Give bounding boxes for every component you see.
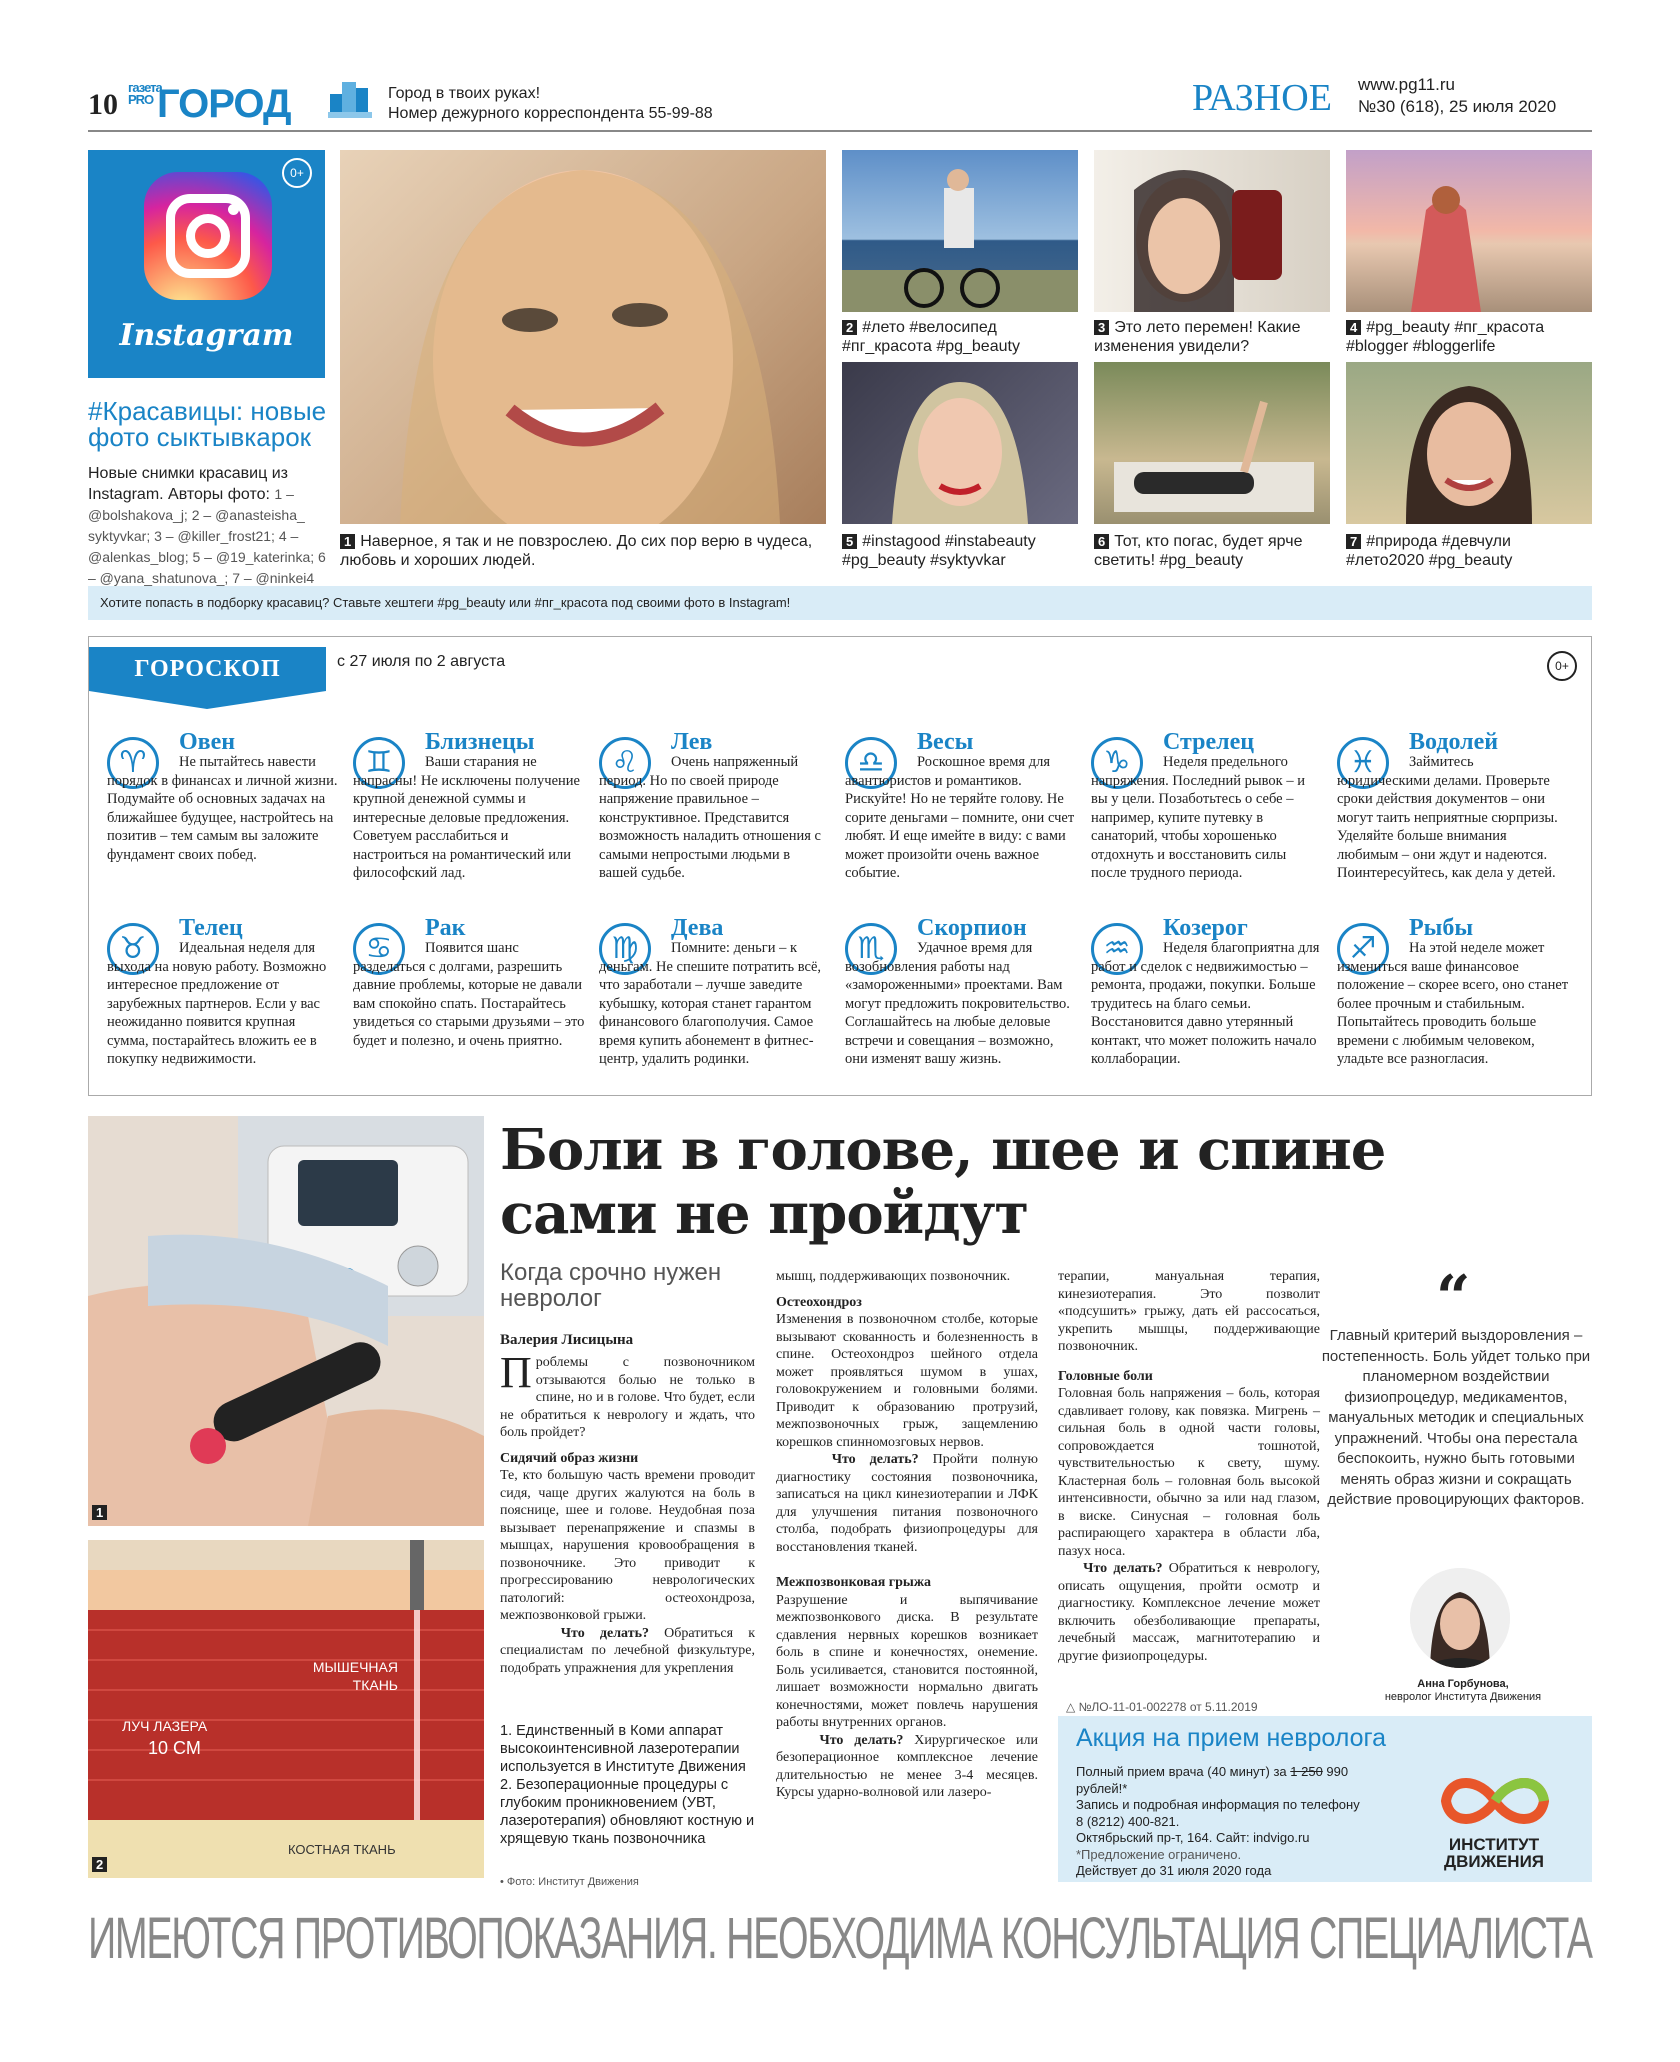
zodiac-icon: ♒ <box>1091 923 1143 975</box>
age-rating-badge: 0+ <box>282 158 312 188</box>
sign-text: Роскошное время для авантюристов и романтиков. Рискуйте! Но не теряйте голову. Не сорите деньгами – помните, они счет любят. И еще имейте в виду: с вами может произойти очень важное событие. <box>845 754 1075 881</box>
sign-text: Очень напряженный период. Но по своей природе напряжение правильное – конструктивное. Представится возможность наладить отношения с самыми непростыми людьми в вашей судьбе. <box>599 754 821 881</box>
promo-booking: Запись и подробная информация по телефону <box>1076 1797 1360 1812</box>
promo-price-text: Полный прием врача (40 минут) за <box>1076 1764 1291 1779</box>
subhead-hernia: Межпозвонковая грыжа <box>776 1575 932 1590</box>
zodiac-icon: ♓ <box>1337 737 1389 789</box>
promo-note: *Предложение ограничено. <box>1076 1846 1242 1862</box>
instagram-wordmark: Instagram <box>119 318 294 353</box>
horoscope-section <box>88 636 1592 1096</box>
zodiac-icon: ♊ <box>353 737 405 789</box>
newspaper-logo[interactable] <box>128 82 291 127</box>
zodiac-icon: ♐ <box>1337 923 1389 975</box>
paragraph-sedentary: Те, кто большую часть времени проводит сидя, чаще других жалуются на боль в пояснице, шее и голове. Неудобная поза вызывает перенапряжение и спазмы в мышцах, нарушения кровообращения в позвоночнике. Это приводит к прогрессированию неврологических патологий: остеохондроза, межпозвонковой грыжи. <box>500 1468 755 1623</box>
photo-caption-5 <box>842 532 1082 570</box>
paragraph-sedentary-advice: Обратиться к специалистам по лечебной физкультуре, подобрать упражнения для укрепления <box>500 1625 756 1676</box>
diagram-label-depth: 10 СМ <box>148 1738 201 1758</box>
article-column-1 <box>500 1348 756 1677</box>
photo-number-1: 1 <box>340 534 355 549</box>
sign-text: Займитесь юридическими делами. Проверьте сроки действия документов – они могут таить неприятные сюрпризы. Уделяйте больше внимания любимым – они ждут и надеются. Поинтересуйтесь, как дела у детей. <box>1337 754 1558 881</box>
paragraph-therapy: терапии, мануальная терапия, кинезиотерапия. Это позволит «подсушить» грыжу, дать ей рассосаться, укрепить мышцы, поддерживающие позвоночник. <box>1058 1269 1320 1354</box>
paragraph-hernia-advice: Хирургическое или безоперационное комплексное лечение длительностью не менее 3-4 месяцев. Курсы ударно-волновой или лазеро- <box>776 1732 1038 1800</box>
page-number: 10 <box>88 88 118 121</box>
instagram-photo-1[interactable] <box>340 150 826 524</box>
photo-source: • Фото: Институт Движения <box>500 1876 639 1888</box>
sign-name: Козерог <box>1163 915 1248 941</box>
sign-name: Близнецы <box>425 729 535 755</box>
caption-text-7: #природа #девчули #лето2020 #pg_beauty <box>1346 533 1513 569</box>
sign-name: Водолей <box>1409 729 1499 755</box>
caption-text-1: Наверное, я так и не повзрослею. До сих пор верю в чудеса, любовь и хороших людей. <box>340 533 813 569</box>
instagram-photo-5[interactable] <box>842 362 1078 524</box>
zodiac-icon: ♑ <box>1091 737 1143 789</box>
zodiac-icon: ♏ <box>845 923 897 975</box>
city-buildings-icon <box>326 72 374 120</box>
institute-name: ИНСТИТУТ ДВИЖЕНИЯ <box>1443 1835 1545 1871</box>
sign-name: Рак <box>425 915 466 941</box>
sign-name: Лев <box>671 729 713 755</box>
what-to-do-2: Что делать? <box>831 1452 919 1467</box>
sign-text: Неделя благоприятна для работ и сделок с недвижимостью – ремонта, продажи, покупки. Больше трудитесь на благо семьи. Восстановится давно утерянный контакт, что может положить начало коллаборации. <box>1091 940 1320 1067</box>
sign-name: Дева <box>671 915 724 941</box>
promo-new-price: 990 рублей!* <box>1076 1764 1349 1796</box>
caption-text-4: #pg_beauty #пг_красота #blogger #bloggerlife <box>1346 319 1545 355</box>
photo-caption-1 <box>340 532 840 570</box>
doctor-avatar <box>1410 1568 1510 1668</box>
instagram-subtitle-text: Новые снимки красавиц из Instagram. Авторы фото: <box>88 465 288 503</box>
quote-icon: “ <box>1436 1263 1471 1333</box>
photo-caption-7 <box>1346 532 1592 570</box>
promo-phone[interactable]: 8 (8212) 400-821. <box>1076 1813 1180 1829</box>
zodiac-icon: ♌ <box>599 737 651 789</box>
sign-text: Удачное время для возобновления работы над «замороженными» проектами. Вам могут предложить покровительство. Соглашайтесь на любые деловые встречи и совещания – возможно, они изменят вашу жизнь. <box>845 940 1070 1067</box>
sign-text: На этой неделе может измениться ваше финансовое положение – скорее всего, оно станет более прочным и стабильным. Попытайтесь проводить больше времени с любимым человеком, уладьте все разногласия. <box>1337 940 1569 1067</box>
photo-number-4: 4 <box>1346 320 1361 335</box>
zodiac-icon: ♈ <box>107 737 159 789</box>
page-header <box>88 70 1592 132</box>
doctor-name: Анна Горбунова, <box>1417 1678 1509 1690</box>
instagram-authors: 1 – @bolshakova_j; 2 – @anasteisha_ syktyvkar; 3 – @killer_frost21; 4 – @alenkas_blog; 5 – @19_katerinka; 6 – @yana_shatunova_; 7 – @ninkei4 <box>88 486 326 586</box>
caption-text-2: #лето #велосипед #пг_красота #pg_beauty <box>842 319 1020 355</box>
diagram-label-laser: ЛУЧ ЛАЗЕРА <box>122 1718 208 1734</box>
promo-address: Октябрьский пр-т, 164. Сайт: indvigo.ru <box>1076 1830 1310 1845</box>
section-title: РАЗНОЕ <box>1192 77 1332 119</box>
promo-valid: Действует до 31 июля 2020 года <box>1076 1863 1272 1878</box>
horoscope-title-arrow <box>89 691 326 709</box>
instagram-subtitle <box>88 464 328 589</box>
photo-caption-3 <box>1094 318 1334 356</box>
article-photo-number-1: 1 <box>92 1505 107 1520</box>
article-intro: роблемы с позвоночником отзываются болью не только в спине, но и в голове. Что будет, если не обратиться к неврологу и ждать, что боль пройдет? <box>500 1355 755 1440</box>
logo-big: ГОРОД <box>157 82 291 126</box>
instagram-photo-3[interactable] <box>1094 150 1330 312</box>
photo-number-6: 6 <box>1094 534 1109 549</box>
tagline <box>388 84 713 124</box>
photo-caption-6 <box>1094 532 1334 570</box>
diagram-label-bone: КОСТНАЯ ТКАНЬ <box>288 1842 396 1857</box>
sign-name: Весы <box>917 729 974 755</box>
article-author: Валерия Лисицына <box>500 1332 634 1348</box>
instagram-photo-2[interactable] <box>842 150 1078 312</box>
caption-text-3: Это лето перемен! Какие изменения увидели? <box>1094 319 1301 355</box>
paragraph-hernia: Разрушение и выпячивание межпозвонкового диска. В результате сдавления нервных корешков возникает боль в спине и конечностях, онемение. Боль усиливается, становится постоянной, лишает возможности нормально двигать конечностями, может повлечь нарушения работы внутренних органов. <box>776 1592 1038 1730</box>
instagram-photo-6[interactable] <box>1094 362 1330 524</box>
tagline-line-2: Номер дежурного корреспондента 55-99-88 <box>388 105 713 122</box>
caption-text-6: Тот, кто погас, будет ярче светить! #pg_beauty <box>1094 533 1303 569</box>
horoscope-age-badge: 0+ <box>1547 651 1577 681</box>
sign-text: Не пытайтесь навести порядок в финансах и личной жизни. Подумайте об основных задачах на ближайшее будущее, настройтесь на позитив – тем самым вы заложите фундамент своих побед. <box>107 754 338 863</box>
instagram-headline: #Красавицы: новые фото сыктывкарок <box>88 396 327 452</box>
caption-text-5: #instagood #instabeauty #pg_beauty #syktyvkar <box>842 533 1036 569</box>
article-lead: Когда срочно нужен невролог <box>500 1259 722 1312</box>
license-number: △ №ЛО-11-01-002278 от 5.11.2019 <box>1066 1700 1258 1714</box>
issue-number: №30 (618), 25 июля 2020 <box>1358 97 1557 116</box>
photo-number-3: 3 <box>1094 320 1109 335</box>
sign-name: Скорпион <box>917 915 1027 941</box>
article-column-2 <box>776 1268 1038 1802</box>
what-to-do-1: Что делать? <box>560 1625 649 1641</box>
sign-name: Телец <box>179 915 243 941</box>
issue-info <box>1358 74 1556 118</box>
zodiac-icon: ♋ <box>353 923 405 975</box>
article-diagram-laser-depth <box>88 1540 484 1878</box>
photo-caption-4 <box>1346 318 1592 356</box>
instagram-photo-4[interactable] <box>1346 150 1592 312</box>
photo-number-7: 7 <box>1346 534 1361 549</box>
horoscope-title: ГОРОСКОП <box>89 647 326 691</box>
paragraph-osteochondrosis-advice: Пройти полную диагностику состояния позвоночника, записаться на цикл кинезиотерапии и ЛФК для улучшения питания позвоночного столба, подобрать физиопроцедуры для восстановления тканей. <box>776 1452 1038 1555</box>
horoscope-dates: с 27 июля по 2 августа <box>337 653 506 670</box>
contraindications-warning: ИМЕЮТСЯ ПРОТИВОПОКАЗАНИЯ. НЕОБХОДИМА КОНСУЛЬТАЦИЯ СПЕЦИАЛИСТА <box>88 1906 1592 1971</box>
photo-number-2: 2 <box>842 320 857 335</box>
sign-name: Рыбы <box>1409 915 1474 941</box>
photo-number-5: 5 <box>842 534 857 549</box>
article-title: Боли в голове, шее и спине сами не пройдут <box>500 1117 1386 1247</box>
tagline-line-1: Город в твоих руках! <box>388 85 541 102</box>
article-sidebar-captions: 1. Единственный в Коми аппарат высокоинтенсивной лазеротерапии используется в Институте Движения 2. Безоперационные процедуры с глубоким проникновением (УВТ, лазеротерапия) обновляют костную и хрящевую ткань позвоночника <box>500 1723 755 1847</box>
what-to-do-3: Что делать? <box>819 1732 904 1748</box>
subhead-headaches: Головные боли <box>1058 1368 1153 1384</box>
instagram-hint-bar: Хотите попасть в подборку красавиц? Ставьте хештеги #pg_beauty или #пг_красота под своими фото в Instagram! <box>88 586 1592 620</box>
subhead-osteochondrosis: Остеохондроз <box>776 1294 862 1310</box>
paragraph-osteochondrosis: Изменения в позвоночном столбе, которые вызывают скованность и болезненность в спине. Остеохондроз шейного отдела может проявляться шумом в ушах, головокружением и головными болями. Приводит к образованию протрузий, межпозвоночных грыж, защемлению корешков спинномозговых нервов. <box>776 1312 1038 1450</box>
zodiac-icon: ♍ <box>599 923 651 975</box>
zodiac-icon: ♉ <box>107 923 159 975</box>
paragraph-muscles: мышц, поддерживающих позвоночник. <box>776 1269 1011 1284</box>
doctor-caption <box>1358 1678 1568 1704</box>
promo-text <box>1076 1764 1366 1880</box>
article-photo-laser-therapy <box>88 1116 484 1526</box>
instagram-banner <box>88 150 325 378</box>
sign-text: Помните: деньги – к деньгам. Не спешите потратить всё, что заработали – лучше заведите кубышку, которая станет гарантом финансового благополучия. Самое время купить абонемент в фитнес-центр, удалить родинки. <box>599 940 822 1067</box>
sign-text: Ваши старания не напрасны! Не исключены получение крупной денежной суммы и интересные деловые предложения. Советуем расслабиться и настроиться на романтический или философский лад. <box>353 754 580 881</box>
promo-old-price: 1 250 <box>1290 1764 1323 1779</box>
paragraph-headaches-advice: Обратиться к неврологу, описать ощущения, пройти осмотр и диагностику. Комплексное лечение может включить обезболивающие препараты, лечебный массаж, магнитотерапию и другие физиопроцедуры. <box>1058 1561 1320 1664</box>
zodiac-icon: ♎ <box>845 737 897 789</box>
diagram-label-muscle: МЫШЕЧНАЯ ТКАНЬ <box>312 1659 398 1693</box>
logo-small: газета PRO <box>128 80 162 107</box>
sign-text: Появится шанс разделаться с долгами, разрешить давние проблемы, которые не давали вам спокойно спать. Постарайтесь увидеться со старыми друзьями – это будет и полезно, и очень приятно. <box>353 940 585 1049</box>
drop-cap: П <box>500 1348 532 1397</box>
sign-name: Овен <box>179 729 236 755</box>
what-to-do-4: Что делать? <box>1083 1561 1163 1576</box>
infinity-logo-icon <box>1430 1766 1560 1836</box>
sign-text: Неделя предельного напряжения. Последний рывок – и вы у цели. Позаботьтесь о себе – например, купите путевку в санаторий, чтобы хорошенько отдохнуть и восстановить силы после трудного периода. <box>1091 754 1305 881</box>
site-link[interactable]: www.pg11.ru <box>1358 75 1456 94</box>
expert-quote: Главный критерий выздоровления – постепенность. Боль уйдет только при планомерном воздействии физиопроцедур, медикаментов, мануальных методик и специальных упражнений. Чтобы она перестала беспокоить, нужно быть готовыми менять образ жизни и сокращать действие провоцирующих факторов. <box>1321 1327 1591 1508</box>
promo-title: Акция на прием невролога <box>1076 1724 1386 1752</box>
promo-box <box>1058 1716 1592 1882</box>
sign-name: Стрелец <box>1163 729 1255 755</box>
paragraph-headaches: Головная боль напряжения – боль, которая сдавливает голову, как повязка. Мигрень – сильная боль в одной части головы, сопровождается тошнотой, чувствительностью к свету, шуму. Кластерная боль – головная боль высокой интенсивности, обычно за или над глазом, в виске. Синусная – головная боль распирающего характера в области лба, пазух носа. <box>1058 1386 1320 1559</box>
instagram-photo-7[interactable] <box>1346 362 1592 524</box>
article-photo-number-2: 2 <box>92 1857 107 1872</box>
article-column-3 <box>1058 1268 1320 1665</box>
doctor-role: невролог Института Движения <box>1384 1691 1542 1703</box>
sign-text: Идеальная неделя для выхода на новую работу. Возможно интересное предложение от зарубежных партнеров. Если у вас неожиданно появится крупная сумма, постарайтесь вложить ее в покупку недвижимости. <box>107 940 327 1067</box>
instagram-icon <box>144 172 272 300</box>
photo-caption-2 <box>842 318 1082 356</box>
subhead-sedentary: Сидячий образ жизни <box>500 1450 639 1466</box>
